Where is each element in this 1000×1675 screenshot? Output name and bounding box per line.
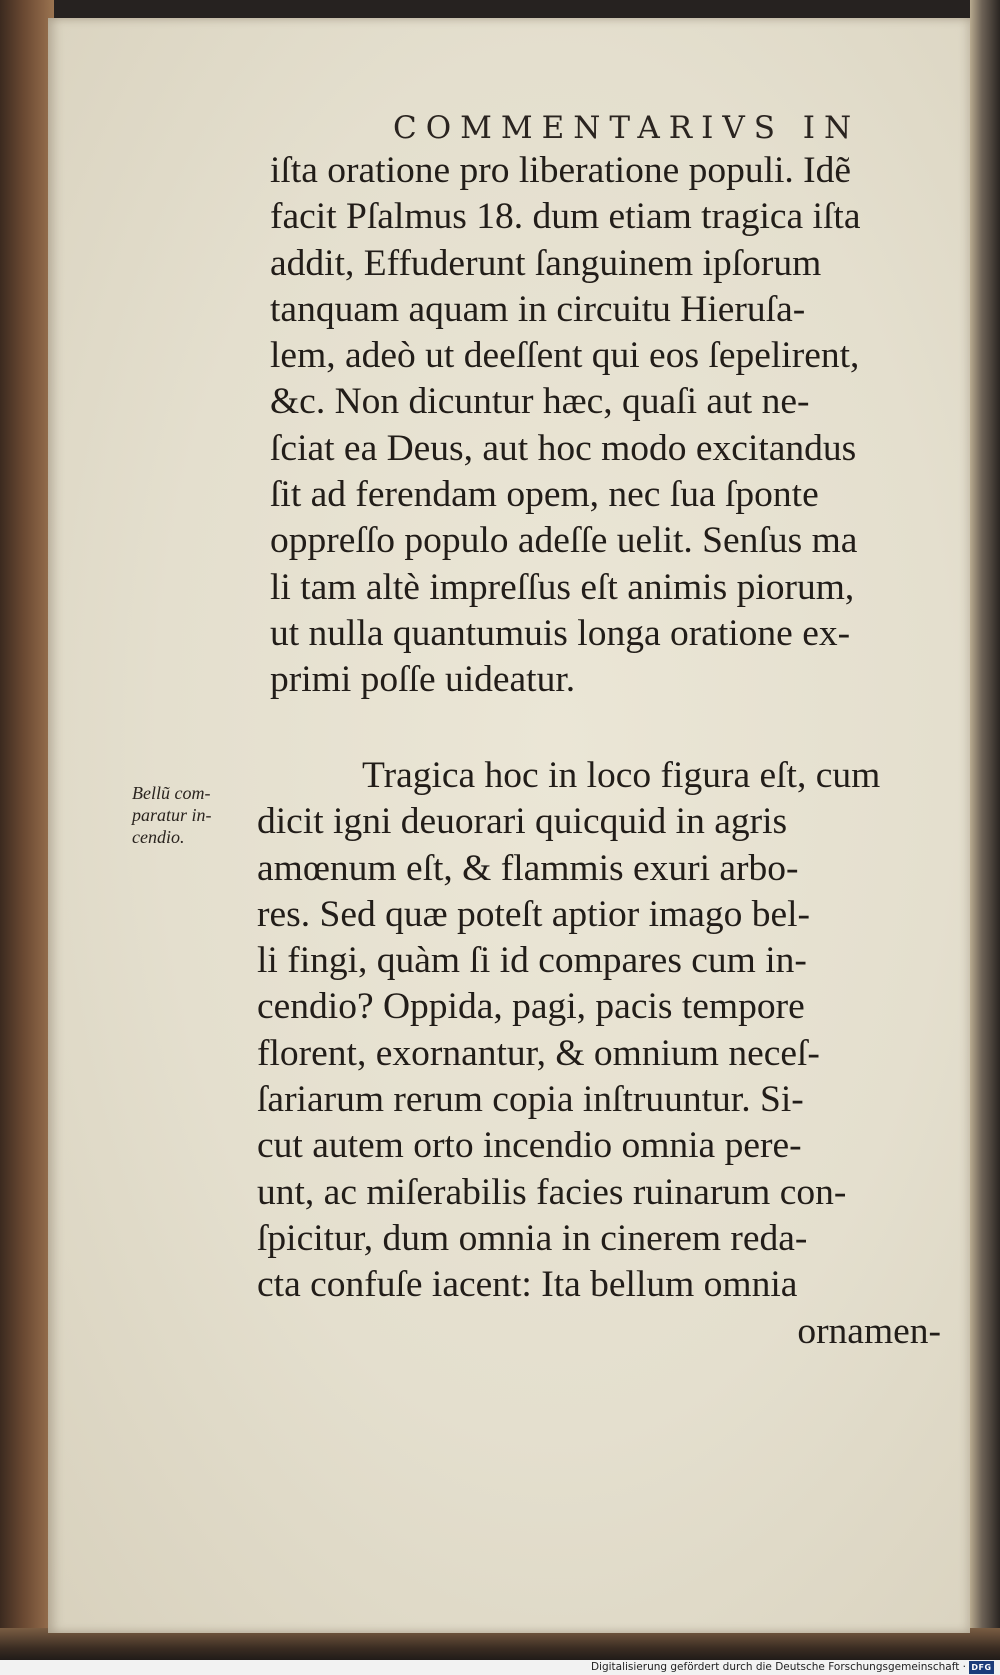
marginal-note-line: paratur in- xyxy=(132,805,212,825)
book-spine-edge xyxy=(0,0,54,1660)
text-line: tanquam aquam in circuitu Hieruſa- xyxy=(270,288,806,330)
text-line: cta confuſe iacent: Ita bellum omnia xyxy=(257,1264,798,1306)
text-line: cut autem orto incendio omnia pere- xyxy=(257,1125,802,1167)
text-line: ut nulla quantumuis longa oratione ex- xyxy=(270,612,851,654)
text-line: li fingi, quàm ſi id compares cum in- xyxy=(257,940,807,982)
catchword: ornamen- xyxy=(797,1310,941,1352)
text-line: ſariarum rerum copia inſtruuntur. Si- xyxy=(257,1079,804,1121)
text-line: primi poſſe uideatur. xyxy=(270,659,576,701)
text-line: ſpicitur, dum omnia in cinerem reda- xyxy=(257,1217,808,1259)
text-line: addit, Effuderunt ſanguinem ipſorum xyxy=(270,242,822,284)
text-line: iſta oratione pro liberatione populi. Idẽ xyxy=(270,150,852,191)
text-line: dicit igni deuorari quicquid in agris xyxy=(257,801,788,843)
book-fore-edge xyxy=(970,0,1000,1660)
text-line: ſit ad ferendam opem, nec ſua ſponte xyxy=(270,474,819,516)
text-line: ſciat ea Deus, aut hoc modo excitandus xyxy=(270,427,857,469)
marginal-note-line: Bellũ com- xyxy=(132,783,211,803)
text-line: cendio? Oppida, pagi, pacis tempore xyxy=(257,986,805,1028)
text-block-first xyxy=(270,148,950,704)
text-line: unt, ac miſerabilis facies ruinarum con- xyxy=(257,1171,847,1213)
text-line: &c. Non dicuntur hæc, quaſi aut ne- xyxy=(270,381,810,423)
text-line: li tam altè impreſſus eſt animis piorum, xyxy=(270,566,855,608)
text-line: oppreſſo populo adeſſe uelit. Senſus ma xyxy=(270,520,858,562)
text-line: amœnum eſt, & flammis exuri arbo- xyxy=(257,847,799,889)
marginal-note xyxy=(132,782,212,848)
text-line: lem, adeò ut deeſſent qui eos ſepelirent, xyxy=(270,335,860,377)
funding-credit: Digitalisierung gefördert durch die Deutsche Forschungsgemeinschaft · xyxy=(590,1661,966,1673)
dfg-logo: DFG xyxy=(969,1661,994,1674)
running-head: COMMENTARIVS IN xyxy=(393,110,861,146)
marginal-note-line: cendio. xyxy=(132,827,185,847)
book-cover-bottom xyxy=(0,1628,1000,1662)
text-line: florent, exornantur, & omnium neceſ- xyxy=(257,1032,820,1074)
text-line: facit Pſalmus 18. dum etiam tragica iſta xyxy=(270,196,861,238)
text-block-second xyxy=(257,753,947,1355)
text-line: res. Sed quæ poteſt aptior imago bel- xyxy=(257,893,811,935)
text-line: Tragica hoc in loco figura eſt, cum xyxy=(362,755,881,796)
book-cover-top xyxy=(0,0,1000,20)
